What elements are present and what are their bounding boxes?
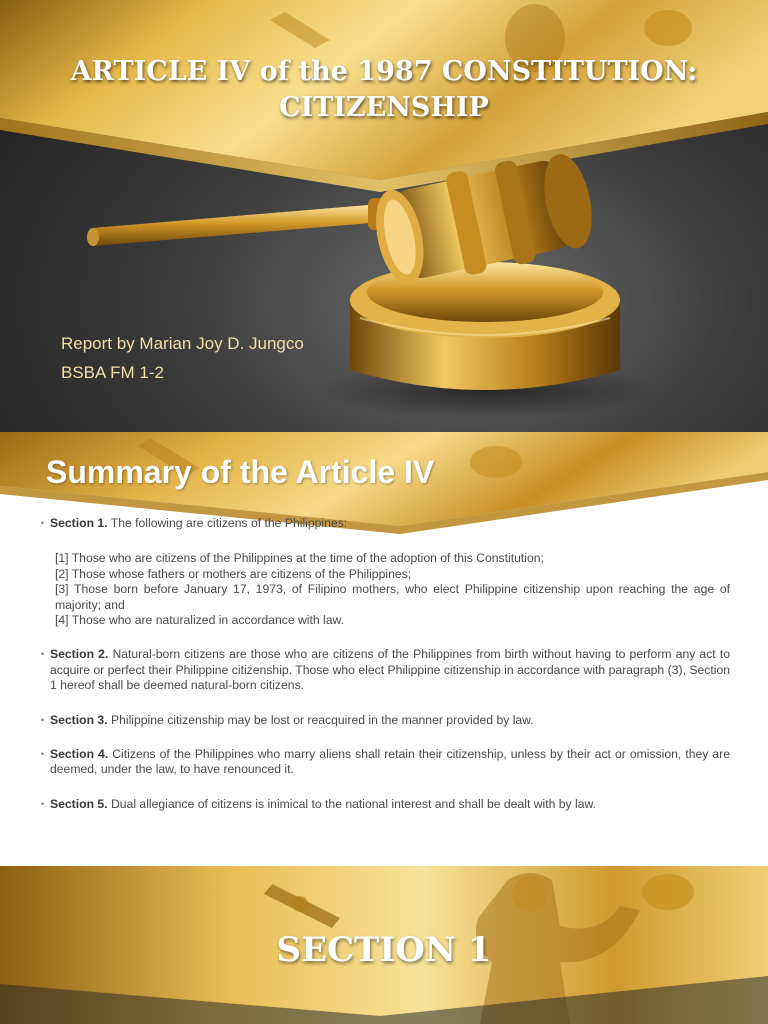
section-text: The following are citizens of the Philippines: — [110, 516, 348, 530]
section-text: Philippine citizenship may be lost or reacquired in the manner provided by law. — [110, 712, 534, 727]
bullet-icon: • — [41, 518, 45, 528]
section-text: Dual allegiance of citizens is inimical to the national interest and shall be dealt with by law. — [110, 796, 597, 811]
title-line-1: ARTICLE IV of the 1987 CONSTITUTION: — [70, 56, 698, 87]
list-item: [3] Those born before January 17, 1973, of Filipino mothers, who elect Philippine citizenship upon reaching the age of majority; and — [55, 582, 730, 612]
bullet-icon: • — [41, 714, 45, 725]
bullet-icon: • — [41, 798, 45, 809]
summary-slide — [0, 432, 768, 866]
section-text: Citizens of the Philippines who marry aliens shall retain their citizenship, unless by their act or omission, they are deemed, under the law, to have renounced it. — [50, 747, 730, 777]
list-item: [2] Those whose fathers or mothers are citizens of the Philippines; — [55, 566, 412, 581]
title-slide — [0, 0, 768, 432]
list-item: [4] Those who are naturalized in accordance with law. — [55, 613, 345, 628]
slide-title: SECTION 1 — [276, 930, 492, 970]
section-3 — [41, 712, 730, 728]
bullet-icon: • — [41, 749, 45, 760]
section-2 — [41, 647, 730, 693]
section-label: Section 2. — [50, 647, 109, 662]
summary-body — [41, 516, 730, 812]
section-1 — [41, 516, 730, 531]
reporter-name: Report by Marian Joy D. Jungco — [61, 334, 304, 353]
section-label: Section 1. — [50, 516, 108, 530]
list-item: [1] Those who are citizens of the Philippines at the time of the adoption of this Constitution; — [55, 551, 544, 566]
section-4 — [41, 747, 730, 778]
section-1-slide — [0, 866, 768, 1024]
section-text: Natural-born citizens are those who are citizens of the Philippines from birth without having to perform any act to acquire or perfect their Philippine citizenship. Those who elect Philippine citizenship in accordance with paragraph (3), Section 1 hereof shall be deemed natural-born citizens. — [50, 647, 730, 693]
bullet-icon: • — [41, 649, 45, 660]
section-label: Section 4. — [50, 747, 109, 762]
section-label: Section 3. — [50, 712, 108, 727]
section-5 — [41, 796, 730, 812]
title-line-2: CITIZENSHIP — [279, 92, 489, 123]
slide-title: Summary of the Article IV — [46, 454, 435, 490]
course-section: BSBA FM 1-2 — [61, 363, 164, 382]
section-label: Section 5. — [50, 796, 108, 811]
